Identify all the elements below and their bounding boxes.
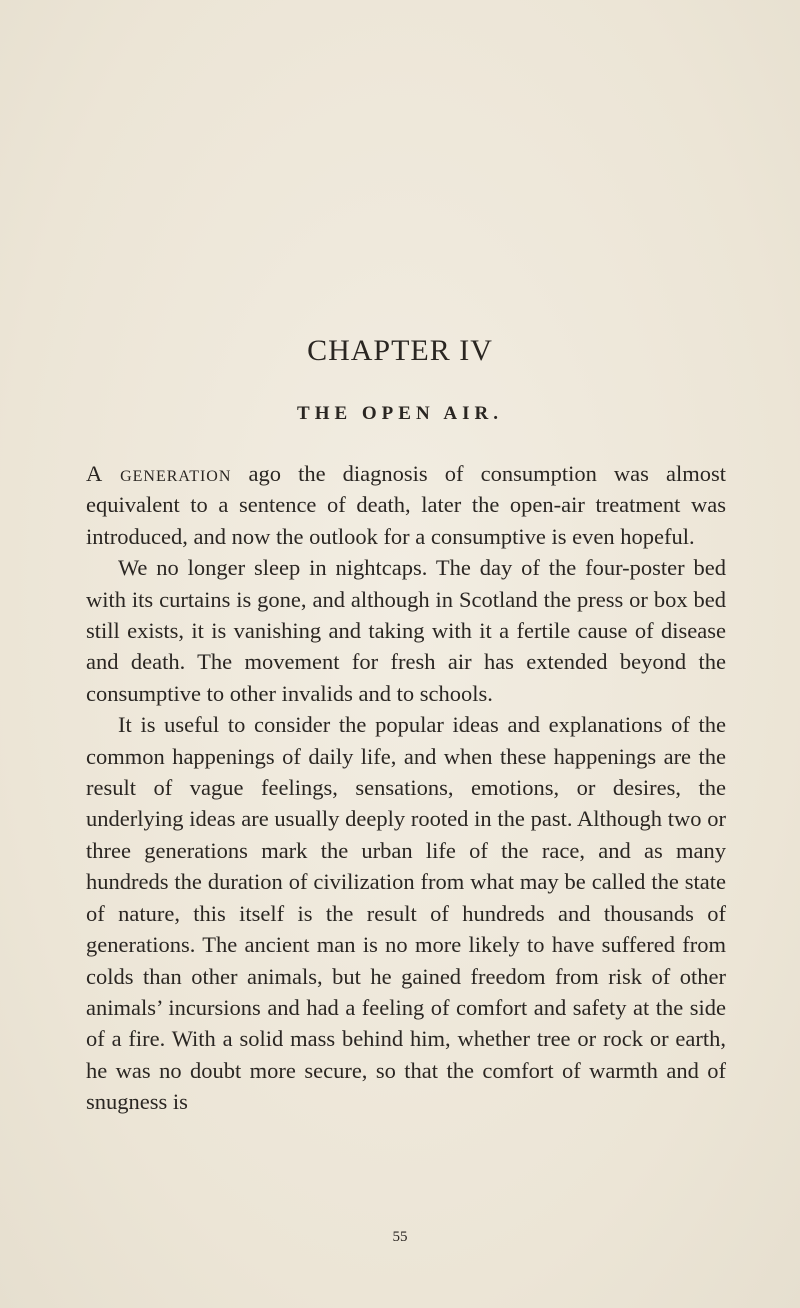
paragraph-1 (86, 458, 726, 552)
chapter-heading: CHAPTER IV (307, 334, 493, 367)
body-text (86, 458, 726, 1118)
page-number: 55 (392, 1229, 408, 1245)
paragraph-lead-small-caps: A generation (86, 461, 232, 486)
paragraph-1-text: ago the diagnosis of consumption was almost equivalent to a sentence of death, later the open-air treatment was introduced, and now the outlook for a consumptive is even hopeful. (86, 461, 727, 549)
paragraph-2: We no longer sleep in nightcaps. The day of the four-poster bed with its curtains is gone, and although in Scotland the press or box bed still exists, it is vanishing and taking with it a fertile cause of disease and death. The movement for fresh air has extended beyond the consumptive to other invalids and to schools. (86, 555, 726, 706)
chapter-title: THE OPEN AIR. (297, 403, 503, 424)
paragraph-3: It is useful to consider the popular ideas and explanations of the common happenings of daily life, and when these happenings are the result of vague feelings, sensations, emotions, or desires, the underlying ideas are usually deeply rooted in the past. Although two or three generations mark the urban life of the race, and as many hundreds the duration of civilization from what may be called the state of nature, this itself is the result of hundreds and thousands of generations. The ancient man is no more likely to have suffered from colds than other animals, but he gained freedom from risk of other animals’ incursions and had a feeling of comfort and safety at the side of a fire. With a solid mass behind him, whether tree or rock or earth, he was no doubt more secure, so that the comfort of warmth and of snugness is (86, 712, 726, 1115)
